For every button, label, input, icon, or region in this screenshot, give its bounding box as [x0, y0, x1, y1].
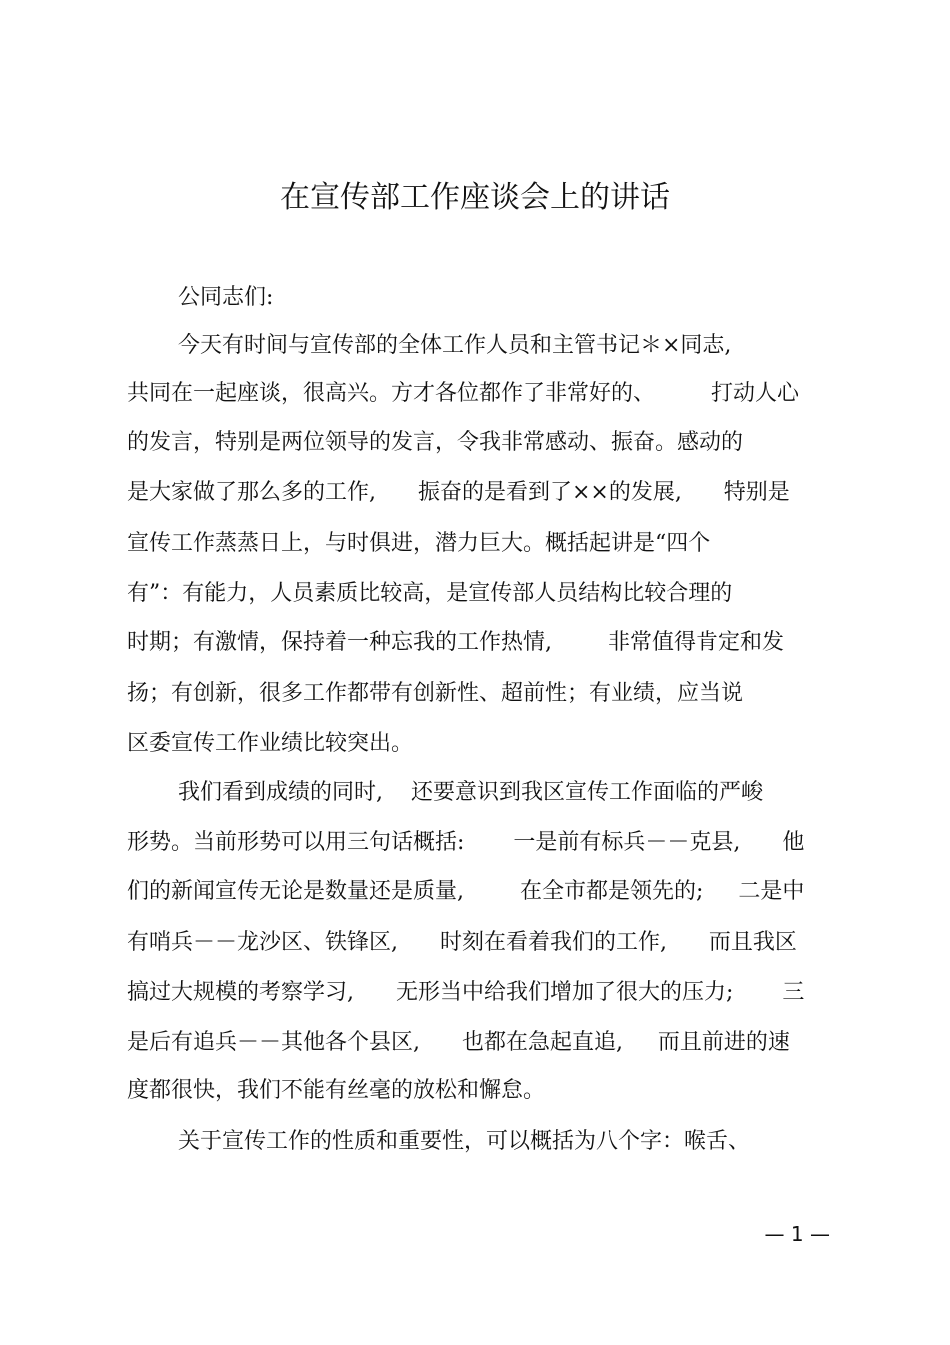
paragraph-line: 我们看到成绩的同时, 还要意识到我区宣传工作面临的严峻	[178, 780, 763, 805]
paragraph-line: 扬；有创新，很多工作都带有创新性、超前性；有业绩，应当说	[127, 681, 744, 706]
paragraph-line: 区委宣传工作业绩比较突出。	[127, 731, 414, 756]
paragraph-line: 宣传工作蒸蒸日上，与时俱进，潜力巨大。概括起讲是“四个	[127, 531, 711, 556]
paragraph-line: 们的新闻宣传无论是数量还是质量, 在全市都是领先的; 二是中	[127, 879, 805, 904]
paragraph-line: 有哨兵－－龙沙区、铁锋区, 时刻在看着我们的工作, 而且我区	[127, 930, 797, 955]
document-title: 在宣传部工作座谈会上的讲话	[280, 180, 670, 215]
paragraph-line: 是大家做了那么多的工作, 振奋的是看到了××的发展, 特别是	[127, 480, 790, 505]
paragraph-line: 共同在一起座谈，很高兴。方才各位都作了非常好的、 打动人心	[127, 381, 799, 406]
paragraph-line: 是后有追兵－－其他各个县区, 也都在急起直追, 而且前进的速	[127, 1030, 790, 1055]
salutation: 公同志们:	[178, 285, 274, 310]
paragraph-line: 有”：有能力，人员素质比较高，是宣传部人员结构比较合理的	[127, 581, 733, 606]
paragraph-line: 度都很快，我们不能有丝毫的放松和懈怠。	[127, 1078, 546, 1103]
paragraph-line: 今天有时间与宣传部的全体工作人员和主管书记＊×同志,	[178, 333, 732, 358]
paragraph-line: 时期；有激情，保持着一种忘我的工作热情, 非常值得肯定和发	[127, 630, 784, 655]
paragraph-line: 的发言，特别是两位领导的发言，令我非常感动、振奋。感动的	[127, 430, 744, 455]
paragraph-line: 形势。当前形势可以用三句话概括: 一是前有标兵－－克县, 他	[127, 830, 805, 855]
page-number: — 1 —	[764, 1222, 830, 1246]
paragraph-line: 关于宣传工作的性质和重要性，可以概括为八个字：喉舌、	[178, 1129, 751, 1154]
paragraph-line: 搞过大规模的考察学习, 无形当中给我们增加了很大的压力; 三	[127, 980, 805, 1005]
